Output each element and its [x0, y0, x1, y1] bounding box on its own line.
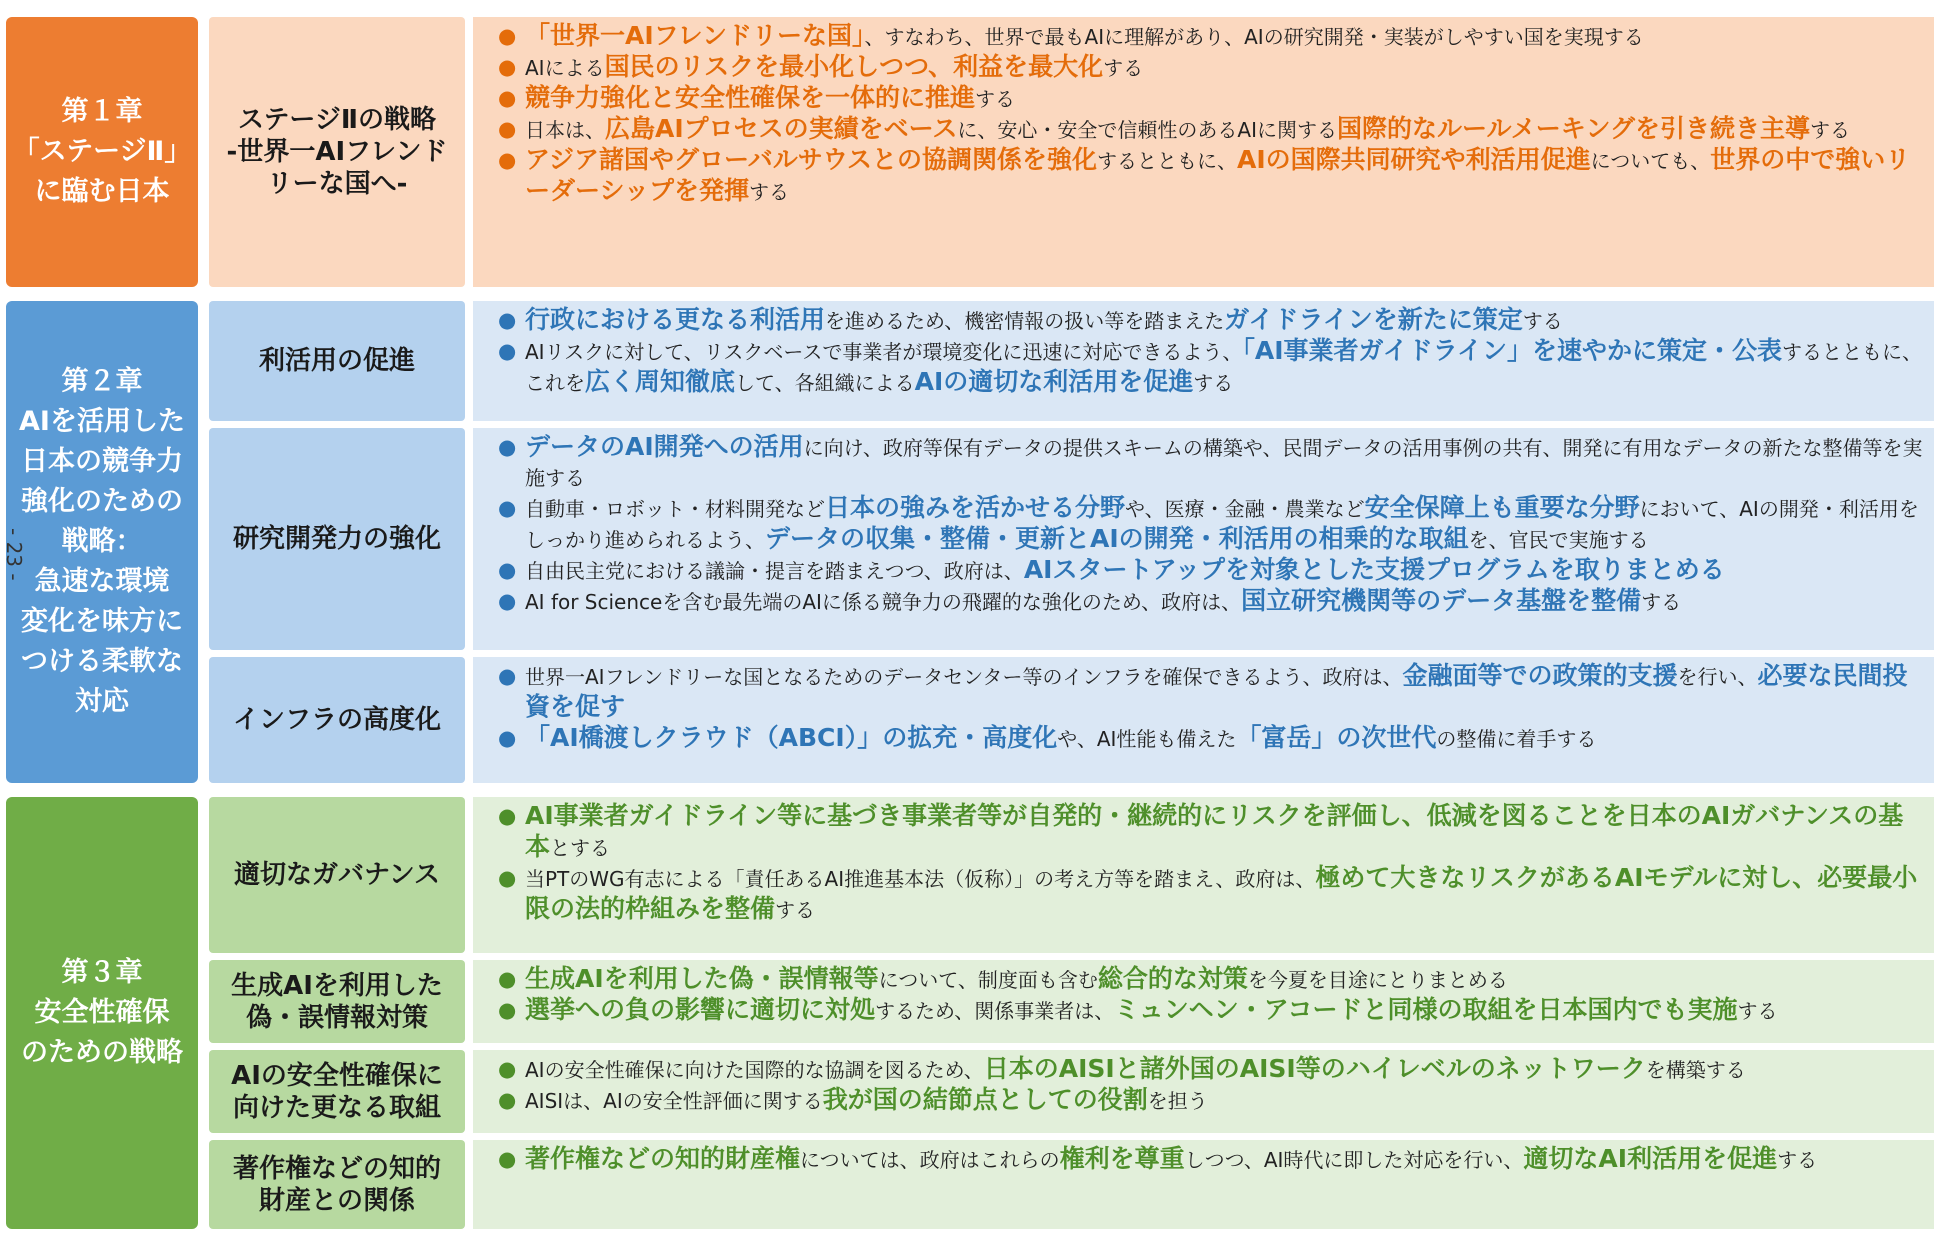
bullet-dot-icon: ● — [498, 1057, 517, 1081]
body-text: を、官民で実施する — [1468, 528, 1649, 552]
body-text: する — [1641, 590, 1682, 614]
topic-intellectual-property: 著作権などの知的 財産との関係 — [209, 1140, 465, 1229]
bullet-item — [495, 336, 1924, 398]
highlight-text: 国民のリスクを最小化しつつ、利益を最大化 — [604, 52, 1104, 81]
body-text: するとともに、 — [1097, 149, 1238, 173]
highlight-text: ミュンヘン・アコードと同様の取組を日本国内でも実施 — [1114, 995, 1738, 1024]
body-text: を今夏を目途にとりまとめる — [1247, 968, 1508, 992]
bullet-dot-icon: ● — [498, 496, 517, 520]
body-text: について、制度面も含む — [878, 968, 1098, 992]
highlight-text: 著作権などの知的財産権 — [525, 1144, 801, 1173]
highlight-text: データのAI開発への活用 — [525, 432, 804, 461]
chapter-2 — [6, 301, 1934, 783]
bullet-item — [495, 305, 1924, 336]
bullet-item — [495, 1085, 1924, 1116]
body-text: において、AIの開発・利活用をしっかり進められるよう、 — [525, 497, 1919, 552]
body-text: 日本は、 — [525, 118, 605, 142]
body-text: AIの安全性確保に向けた国際的な協調を図るため、 — [525, 1058, 984, 1082]
highlight-text: 必要な民間投資を促す — [525, 661, 1908, 721]
bullet-dot-icon: ● — [498, 148, 517, 172]
body-text: や、AI性能も備えた — [1057, 727, 1237, 751]
bullet-dot-icon: ● — [498, 55, 517, 79]
body-text: AIリスクに対して、リスクベースで事業者が環境変化に迅速に対応できるよう、 — [525, 340, 1243, 364]
body-text: についても、 — [1590, 149, 1711, 173]
bullet-item — [495, 801, 1924, 863]
bullet-dot-icon: ● — [498, 24, 517, 48]
body-text: を進めるため、機密情報の扱い等を踏まえた — [825, 309, 1225, 333]
chapter-3-label: 第３章 安全性確保 のための戦略 — [6, 797, 198, 1229]
body-text: する — [975, 87, 1016, 111]
topic-ai-safety: AIの安全性確保に 向けた更なる取組 — [209, 1050, 465, 1133]
body-text: を担う — [1147, 1089, 1208, 1113]
body-text: する — [1193, 371, 1234, 395]
highlight-text: AI事業者ガイドライン等に基づき事業者等が自発的・継続的にリスクを評価し、低減を図ることを日本のAIガバナンスの基本 — [525, 801, 1904, 861]
body-text: とする — [550, 836, 611, 860]
bullet-item — [495, 1054, 1924, 1085]
body-text: する — [749, 180, 790, 204]
bullet-dot-icon: ● — [498, 866, 517, 890]
bullet-dot-icon: ● — [498, 117, 517, 141]
body-text: する — [1810, 118, 1851, 142]
bullet-list — [473, 657, 1934, 783]
bullet-item — [495, 145, 1924, 207]
body-text: の整備に着手する — [1436, 727, 1597, 751]
bullet-dot-icon: ● — [498, 664, 517, 688]
body-text: 当PTのWG有志による「責任あるAI推進基本法（仮称）」の考え方等を踏まえ、政府は、 — [525, 867, 1316, 891]
chapter-3-row-4 — [209, 1140, 1934, 1229]
highlight-text: 国立研究機関等のデータ基盤を整備 — [1241, 586, 1642, 615]
highlight-text: 適切なAI利活用を促進 — [1523, 1144, 1778, 1173]
highlight-text: 生成AIを利用した偽・誤情報等 — [525, 964, 879, 993]
bullet-dot-icon: ● — [498, 339, 517, 363]
bullet-list — [473, 960, 1934, 1043]
highlight-text: 「AI事業者ガイドライン」を速やかに策定・公表 — [1242, 336, 1783, 365]
topic-misinformation: 生成AIを利用した 偽・誤情報対策 — [209, 960, 465, 1043]
highlight-text: 広く周知徹底 — [585, 367, 736, 396]
body-text: するため、関係事業者は、 — [875, 999, 1115, 1023]
highlight-text: 選挙への負の影響に適切に対処 — [525, 995, 876, 1024]
bullet-item — [495, 995, 1924, 1026]
body-text: に向け、政府等保有データの提供スキームの構築や、民間データの活用事例の共有、開発に有用なデータの新たな整備等を実施する — [525, 436, 1923, 490]
body-text: や、医療・金融・農業など — [1125, 497, 1365, 521]
bullet-dot-icon: ● — [498, 589, 517, 613]
bullet-item — [495, 493, 1924, 555]
body-text: 自由民主党における議論・提言を踏まえつつ、政府は、 — [525, 559, 1024, 583]
chapter-2-row-3 — [209, 657, 1934, 783]
body-text: AIによる — [525, 56, 605, 80]
topic-stage2-strategy: ステージⅡの戦略 -世界一AIフレンド リーな国へ- — [209, 17, 465, 287]
bullet-dot-icon: ● — [498, 435, 517, 459]
bullet-item — [495, 114, 1924, 145]
body-text: については、政府はこれらの — [800, 1148, 1060, 1172]
highlight-text: 世界の中で強いリーダーシップを発揮 — [525, 145, 1911, 205]
highlight-text: 日本のAISIと諸外国のAISI等のハイレベルのネットワーク — [983, 1054, 1646, 1083]
body-text: 自動車・ロボット・材料開発など — [525, 497, 825, 521]
highlight-text: 「富岳」の次世代 — [1236, 723, 1437, 752]
bullet-item — [495, 432, 1924, 493]
bullet-dot-icon: ● — [498, 308, 517, 332]
highlight-text: 金融面等での政策的支援 — [1402, 661, 1678, 690]
bullet-item — [495, 1144, 1924, 1175]
chapter-2-label: 第２章 AIを活用した 日本の競争力 強化のための 戦略： 急速な環境 変化を味方に つける柔軟な 対応 — [6, 301, 198, 783]
chapter-1-row-1 — [209, 17, 1934, 287]
page-number: - 23 - — [2, 528, 26, 581]
bullet-item — [495, 661, 1924, 723]
highlight-text: 安全保障上も重要な分野 — [1364, 493, 1640, 522]
highlight-text: アジア諸国やグローバルサウスとの協調関係を強化 — [525, 145, 1098, 174]
highlight-text: 行政における更なる利活用 — [525, 305, 826, 334]
body-text: 、すなわち、世界で最もAIに理解があり、AIの研究開発・実装がしやすい国を実現する — [864, 25, 1644, 49]
body-text: する — [1522, 309, 1563, 333]
bullet-list — [473, 301, 1934, 421]
bullet-item — [495, 723, 1924, 754]
bullet-dot-icon: ● — [498, 998, 517, 1022]
body-text: を構築する — [1645, 1058, 1746, 1082]
topic-infrastructure: インフラの高度化 — [209, 657, 465, 783]
chapter-3-row-3 — [209, 1050, 1934, 1133]
topic-utilization-promotion: 利活用の促進 — [209, 301, 465, 421]
highlight-text: 総合的な対策 — [1097, 964, 1248, 993]
bullet-item — [495, 52, 1924, 83]
body-text: しつつ、AI時代に即した対応を行い、 — [1184, 1148, 1524, 1172]
highlight-text: 競争力強化と安全性確保を一体的に推進 — [525, 83, 976, 112]
highlight-text: 我が国の結節点としての役割 — [822, 1085, 1148, 1114]
bullet-list — [473, 428, 1934, 650]
bullet-list — [473, 17, 1934, 287]
bullet-item — [495, 863, 1924, 925]
bullet-item — [495, 586, 1924, 617]
body-text: AI for Scienceを含む最先端のAIに係る競争力の飛躍的な強化のため、政府は、 — [525, 590, 1242, 614]
body-text: する — [1103, 56, 1144, 80]
highlight-text: 権利を尊重 — [1059, 1144, 1185, 1173]
bullet-dot-icon: ● — [498, 86, 517, 110]
bullet-item — [495, 83, 1924, 114]
highlight-text: 「世界一AIフレンドリーな国」 — [525, 21, 865, 50]
bullet-list — [473, 797, 1934, 953]
highlight-text: 「AI橋渡しクラウド（ABCI）」の拡充・高度化 — [525, 723, 1058, 752]
topic-governance: 適切なガバナンス — [209, 797, 465, 953]
body-text: する — [1777, 1148, 1818, 1172]
body-text: して、各組織による — [735, 371, 915, 395]
bullet-list — [473, 1140, 1934, 1229]
bullet-dot-icon: ● — [498, 967, 517, 991]
highlight-text: 国際的なルールメーキングを引き続き主導 — [1337, 114, 1811, 143]
bullet-dot-icon: ● — [498, 804, 517, 828]
highlight-text: データの収集・整備・更新とAIの開発・利活用の相乗的な取組 — [765, 524, 1469, 553]
body-text: に、安心・安全で信頼性のあるAIに関する — [957, 118, 1337, 142]
highlight-text: 日本の強みを活かせる分野 — [825, 493, 1126, 522]
chapter-2-row-2 — [209, 428, 1934, 650]
body-text: AISIは、AIの安全性評価に関する — [525, 1089, 823, 1113]
highlight-text: 極めて大きなリスクがあるAIモデルに対し、必要最小限の法的枠組みを整備 — [525, 863, 1918, 923]
body-text: 世界一AIフレンドリーな国となるためのデータセンター等のインフラを確保できるよう、政府は、 — [525, 665, 1403, 689]
body-text: するとともに、これを — [525, 340, 1923, 395]
chapter-1-label: 第１章 「ステージⅡ」 に臨む日本 — [6, 17, 198, 287]
chapter-2-row-1 — [209, 301, 1934, 421]
highlight-text: ガイドラインを新たに策定 — [1224, 305, 1523, 334]
bullet-list — [473, 1050, 1934, 1133]
bullet-item — [495, 964, 1924, 995]
chapter-3 — [6, 797, 1934, 1229]
bullet-item — [495, 21, 1924, 52]
bullet-item — [495, 555, 1924, 586]
body-text: を行い、 — [1677, 665, 1758, 689]
body-text: する — [775, 898, 816, 922]
highlight-text: AIスタートアップを対象とした支援プログラムを取りまとめる — [1023, 555, 1725, 584]
bullet-dot-icon: ● — [498, 1147, 517, 1171]
highlight-text: AIの国際共同研究や利活用促進 — [1237, 145, 1591, 174]
highlight-text: AIの適切な利活用を促進 — [914, 367, 1194, 396]
body-text: する — [1737, 999, 1778, 1023]
topic-rd-strengthening: 研究開発力の強化 — [209, 428, 465, 650]
bullet-dot-icon: ● — [498, 558, 517, 582]
chapter-3-row-2 — [209, 960, 1934, 1043]
bullet-dot-icon: ● — [498, 726, 517, 750]
bullet-dot-icon: ● — [498, 1088, 517, 1112]
chapter-1 — [6, 17, 1934, 287]
chapter-3-row-1 — [209, 797, 1934, 953]
highlight-text: 広島AIプロセスの実績をベース — [605, 114, 958, 143]
